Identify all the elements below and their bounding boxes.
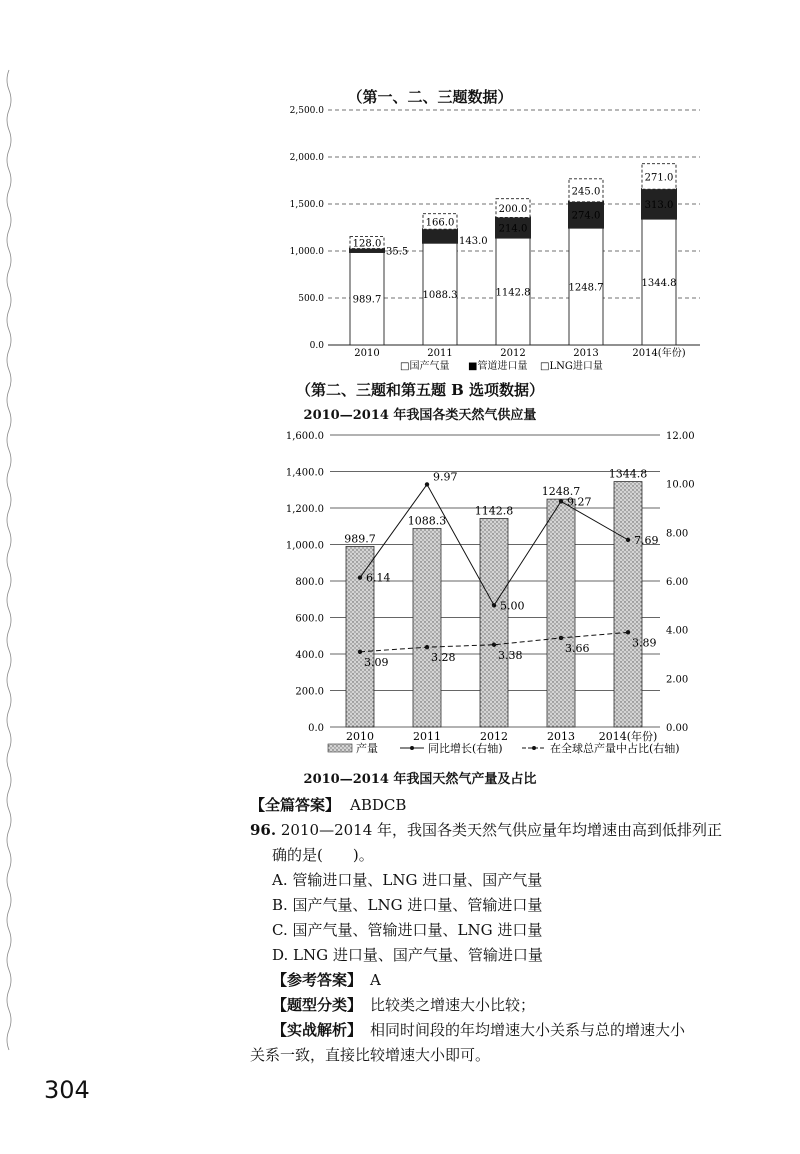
- y-tick-label: 2,500.0: [289, 106, 324, 116]
- question-type-value: 比较类之增速大小比较；: [370, 996, 536, 1014]
- legend-label: ■管道进口量: [468, 361, 528, 372]
- legend-label: 同比增长(右轴): [428, 742, 503, 755]
- bar-data-label: 989.7: [344, 532, 376, 546]
- question-line-1: [250, 819, 722, 840]
- all-answers-line: [250, 794, 406, 815]
- x-tick-label: 2013: [547, 730, 575, 743]
- point-yoy-growth: [626, 538, 630, 542]
- reference-answer-label: 【参考答案】: [272, 971, 363, 989]
- point-label-yoy-growth: 6.14: [366, 571, 391, 585]
- question-stem-2: 确的是( )。: [272, 846, 374, 864]
- data-label: 989.7: [352, 294, 382, 306]
- y-right-tick-label: 4.00: [666, 625, 689, 637]
- data-label: 200.0: [498, 204, 528, 216]
- stacked-bar-chart: [0, 100, 800, 380]
- y-left-tick-label: 400.0: [295, 650, 324, 661]
- y-right-tick-label: 2.00: [666, 674, 689, 686]
- question-type-label: 【题型分类】: [272, 996, 363, 1014]
- data-label: 35.5: [386, 246, 409, 258]
- bar-production: [547, 499, 575, 727]
- analysis-label: 【实战解析】: [272, 1021, 363, 1039]
- option-d: D. LNG 进口量、国产气量、管输进口量: [272, 946, 543, 964]
- y-right-tick-label: 8.00: [666, 528, 689, 540]
- bar-data-label: 1088.3: [407, 514, 447, 528]
- point-label-global-share: 3.66: [565, 641, 590, 655]
- all-answers-label: 【全篇答案】: [250, 796, 341, 814]
- bar-production: [614, 482, 642, 727]
- option-c: C. 国产气量、管输进口量、LNG 进口量: [272, 921, 543, 939]
- data-label: 1088.3: [422, 289, 458, 301]
- y-tick-label: 1,500.0: [289, 200, 324, 210]
- chart1-heading: （第一、二、三题数据）: [347, 88, 513, 106]
- question-stem-1: 2010—2014 年，我国各类天然气供应量年均增速由高到低排列正: [280, 821, 723, 839]
- analysis-text-2: 关系一致，直接比较增速大小即可。: [250, 1046, 491, 1064]
- y-right-tick-label: 10.00: [666, 479, 695, 491]
- legend-marker-global-share: [532, 746, 536, 750]
- legend-label: □国产气量: [400, 361, 450, 372]
- point-label-global-share: 3.89: [632, 636, 657, 650]
- bar-production: [480, 518, 508, 727]
- data-label: 214.0: [498, 223, 528, 235]
- chart2-title: 2010—2014 年我国各类天然气供应量: [303, 408, 537, 423]
- page-number: 304: [44, 1076, 90, 1104]
- legend-marker-yoy-growth: [410, 746, 414, 750]
- x-tick-label: 2011: [427, 348, 453, 359]
- point-global-share: [626, 630, 630, 634]
- bar-data-label: 1344.8: [608, 467, 648, 481]
- bar-segment-pipeline: [423, 229, 457, 242]
- legend-label: 产量: [356, 742, 378, 755]
- y-left-tick-label: 1,600.0: [285, 431, 324, 442]
- x-tick-label: 2010: [346, 730, 374, 743]
- point-label-global-share: 3.28: [431, 651, 456, 665]
- legend-label: □LNG进口量: [540, 361, 603, 372]
- y-left-tick-label: 200.0: [295, 686, 324, 698]
- data-label: 245.0: [571, 186, 601, 198]
- point-yoy-growth: [559, 499, 563, 503]
- analysis-line-1: [272, 1019, 685, 1040]
- point-yoy-growth: [492, 603, 496, 607]
- legend-label: 在全球总产量中占比(右轴): [550, 742, 680, 755]
- data-label: 1142.8: [495, 287, 531, 299]
- y-tick-label: 0.0: [309, 341, 324, 351]
- x-tick-label: 2013: [573, 348, 599, 359]
- data-label: 274.0: [571, 210, 601, 222]
- y-left-tick-label: 1,000.0: [285, 540, 324, 552]
- y-tick-label: 2,000.0: [289, 153, 324, 163]
- point-label-yoy-growth: 5.00: [500, 599, 525, 613]
- question-type-line: [272, 994, 535, 1015]
- x-tick-label: 2014(年份): [598, 730, 658, 743]
- y-tick-label: 1,000.0: [289, 247, 324, 257]
- x-tick-label: 2014(年份): [632, 348, 686, 359]
- x-tick-label: 2012: [500, 348, 526, 359]
- point-label-global-share: 3.09: [364, 655, 389, 669]
- y-right-tick-label: 0.00: [666, 723, 689, 734]
- bar-production: [413, 528, 441, 727]
- point-label-yoy-growth: 7.69: [634, 533, 659, 547]
- point-global-share: [358, 650, 362, 654]
- y-left-tick-label: 1,400.0: [285, 467, 324, 479]
- all-answers-value: ABDCB: [350, 796, 407, 814]
- y-right-tick-label: 6.00: [666, 577, 689, 588]
- data-label: 313.0: [644, 199, 674, 211]
- option-a: A. 管输进口量、LNG 进口量、国产气量: [272, 871, 543, 889]
- y-left-tick-label: 1,200.0: [285, 504, 324, 515]
- point-label-global-share: 3.38: [498, 648, 523, 662]
- bar-data-label: 1142.8: [474, 504, 514, 518]
- y-left-tick-label: 600.0: [295, 613, 324, 625]
- y-right-tick-label: 12.00: [666, 431, 695, 442]
- bar-data-label: 1248.7: [541, 485, 581, 499]
- bar-line-chart: [0, 425, 800, 765]
- data-label: 1248.7: [568, 282, 604, 294]
- point-global-share: [492, 643, 496, 647]
- point-yoy-growth: [358, 575, 362, 579]
- legend-swatch-production: [328, 744, 352, 752]
- chart2-caption: 2010—2014 年我国天然气产量及占比: [303, 772, 537, 787]
- y-tick-label: 500.0: [298, 294, 324, 304]
- data-label: 143.0: [459, 235, 488, 247]
- point-label-yoy-growth: 9.97: [433, 470, 458, 484]
- option-b: B. 国产气量、LNG 进口量、管输进口量: [272, 896, 543, 914]
- point-global-share: [425, 645, 429, 649]
- data-label: 128.0: [352, 238, 382, 250]
- point-label-yoy-growth: 9.27: [567, 495, 592, 509]
- chart2-heading: （第二、三题和第五题 B 选项数据）: [295, 381, 545, 399]
- reference-answer-value: A: [370, 971, 381, 989]
- x-tick-label: 2011: [413, 730, 441, 743]
- reference-answer-line: [272, 969, 381, 990]
- data-label: 271.0: [644, 172, 674, 184]
- data-label: 166.0: [425, 217, 455, 229]
- analysis-text-1: 相同时间段的年均增速大小关系与总的增速大小: [370, 1021, 686, 1039]
- question-number: 96.: [250, 821, 277, 839]
- x-tick-label: 2012: [480, 730, 508, 743]
- data-label: 1344.8: [641, 277, 677, 289]
- y-left-tick-label: 0.0: [308, 723, 324, 734]
- point-yoy-growth: [425, 482, 429, 486]
- point-global-share: [559, 636, 563, 640]
- y-left-tick-label: 800.0: [295, 577, 324, 588]
- x-tick-label: 2010: [354, 348, 380, 359]
